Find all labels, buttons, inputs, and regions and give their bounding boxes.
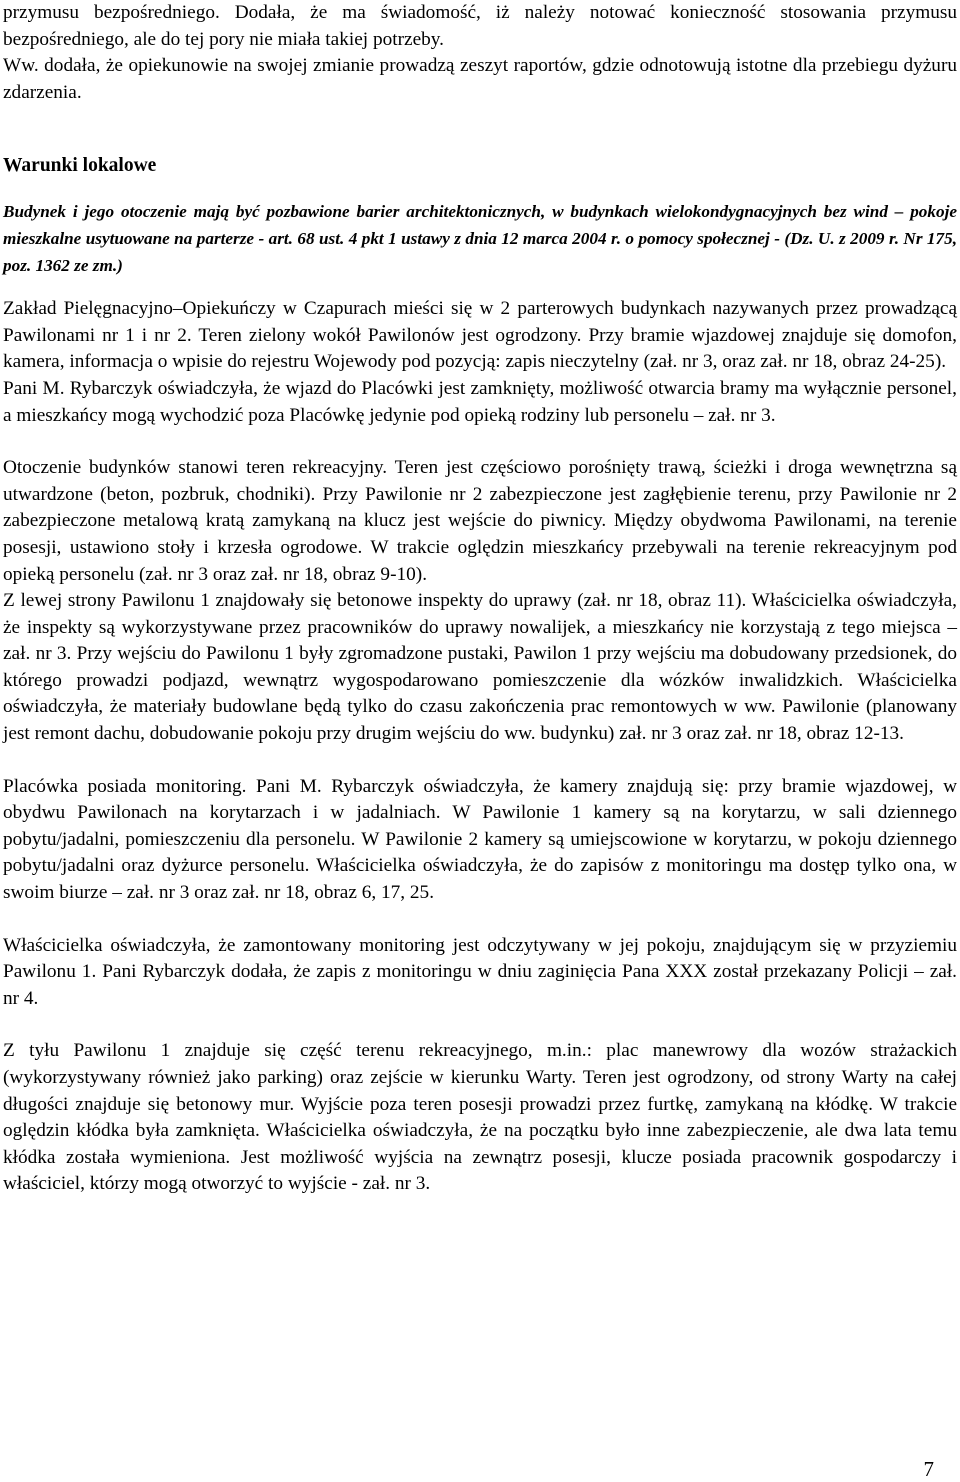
paragraph-monitoring-access: Właścicielka oświadczyła, że zamontowany monitoring jest odczytywany w jej pokoju, znajdującym się w przyziemiu Pawilonu 1. Pani Rybarczyk dodała, że zapis z monitoringu w dniu zaginięcia Pana XXX został przekazany Policji – zał. nr 4.: [3, 934, 957, 1009]
intro-paragraph-2: Ww. dodała, że opiekunowie na swojej zmianie prowadzą zeszyt raportów, gdzie odnotowują istotne dla przebiegu dyżuru zdarzenia.: [3, 55, 957, 103]
section-title: Warunki lokalowe: [3, 155, 157, 177]
intro-paragraph-1: przymusu bezpośredniego. Dodała, że ma świadomość, iż należy notować konieczność stosowania przymusu bezpośredniego, ale do tej pory nie miała takiej potrzeby.: [3, 2, 957, 50]
paragraph-surroundings: Otoczenie budynków stanowi teren rekreacyjny. Teren jest częściowo porośnięty trawą, ścieżki i droga wewnętrzna są utwardzone (beton, pozbruk, chodniki). Przy Pawilonie nr 2 zabezpieczone jest zagłębienie terenu, przy Pawilonie nr 2 zabezpieczone metalową kratą zamykaną na klucz jest wejście do piwnicy. Między obydwoma Pawilonami, na terenie posesji, ustawiono stoły i krzesła ogrodowe. W trakcie oględzin mieszkańcy przebywali na terenie rekreacyjnym pod opieką personelu (zał. nr 3 oraz zał. nr 18, obraz 9-10).: [3, 457, 957, 585]
statute-citation: Budynek i jego otoczenie mają być pozbawione barier architektonicznych, w budynkach wielokondygnacyjnych bez wind – pokoje mieszkalne usytuowane na parterze - art. 68 ust. 4 pkt 1 ustawy z dnia 12 marca 2004 r. o pomocy społecznej - (Dz. U. z 2009 r. Nr 175, poz. 1362 ze zm.): [3, 202, 957, 275]
document-page: [3, 0, 957, 1198]
paragraph-monitoring: Placówka posiada monitoring. Pani M. Rybarczyk oświadczyła, że kamery znajdują się: przy bramie wjazdowej, w obydwu Pawilonach na korytarzach i w jadalniach. W Pawilonie 1 kamery są na korytarzu, w sali dziennego pobytu/jadalni, pomieszczeniu dla personelu. W Pawilonie 2 kamery są umiejscowione w korytarzu, w pokoju dziennego pobytu/jadalni oraz dyżurce personelu. Właścicielka oświadczyła, że do zapisów z monitoringu ma dostęp tylko ona, w swoim biurze – zał. nr 3 oraz zał. nr 18, obraz 6, 17, 25.: [3, 775, 957, 904]
paragraph-rear-area: Z tyłu Pawilonu 1 znajduje się część terenu rekreacyjnego, m.in.: plac manewrowy dla wozów strażackich (wykorzystywany również jako parking) oraz zejście w kierunku Warty. Teren jest ogrodzony, od strony Warty na całej długości znajduje się betonowy mur. Wyjście poza teren posesji prowadzi przez furtkę, zamykaną na kłódkę. W trakcie oględzin kłódka była zamknięta. Właścicielka oświadczyła, że na początku było inne zabezpieczenie, ale dwa lata temu kłódka została wymieniona. Jest możliwość wyjścia na zewnątrz posesji, klucze posiada pracownik gospodarczy i właściciel, którzy mogą otworzyć to wyjście - zał. nr 3.: [3, 1040, 957, 1195]
paragraph-pavilion-1: Z lewej strony Pawilonu 1 znajdowały się betonowe inspekty do uprawy (zał. nr 18, obraz 11). Właścicielka oświadczyła, że inspekty są wykorzystywane przez pracowników do uprawy nowalijek, a mieszkańcy nie korzystają z tego miejsca – zał. nr 3. Przy wejściu do Pawilonu 1 były zgromadzone pustaki, Pawilon 1 przy wejściu ma dobudowany przedsionek, do którego prowadzi podjazd, wewnątrz wygospodarowano pomieszczenie dla wózków inwalidzkich. Właścicielka oświadczyła, że materiały budowlane będą tylko do czasu zakończenia prac remontowych w ww. Pawilonie (planowany jest remont dachu, dobudowanie pokoju przy drugim wejściu do ww. budynku) zał. nr 3 oraz zał. nr 18, obraz 12-13.: [3, 590, 957, 745]
paragraph-facility: Zakład Pielęgnacyjno–Opiekuńczy w Czapurach mieści się w 2 parterowych budynkach nazywanych przez prowadzącą Pawilonami nr 1 i nr 2. Teren zielony wokół Pawilonów jest ogrodzony. Przy bramie wjazdowej znajduje się domofon, kamera, informacja o wpisie do rejestru Wojewody pod pozycją: zapis nieczytelny (zał. nr 3, oraz zał. nr 18, obraz 24-25).: [3, 298, 957, 373]
page-number: 7: [923, 1457, 934, 1481]
paragraph-entrance: Pani M. Rybarczyk oświadczyła, że wjazd do Placówki jest zamknięty, możliwość otwarcia bramy ma wyłącznie personel, a mieszkańcy mogą wychodzić poza Placówkę jedynie pod opieką rodziny lub personelu – zał. nr 3.: [3, 377, 957, 426]
